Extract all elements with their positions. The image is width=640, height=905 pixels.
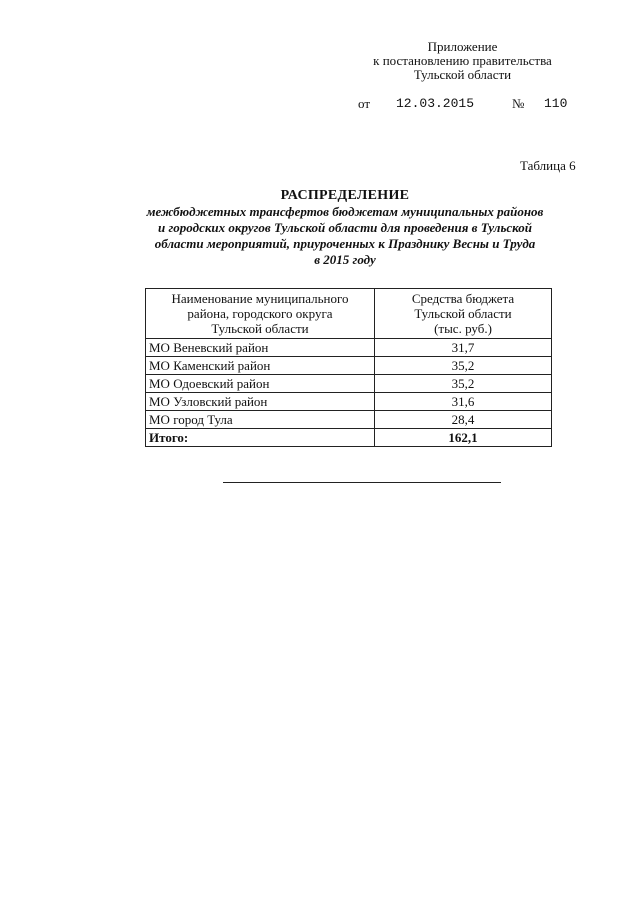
- table-total-row: [146, 429, 552, 447]
- header-municipality-line-2: района, городского округа: [187, 306, 333, 321]
- header-municipality-line-1: Наименование муниципального: [171, 291, 349, 306]
- appendix-header: [340, 40, 585, 82]
- appendix-line-1: Приложение: [427, 39, 498, 54]
- header-funds-line-3: (тыс. руб.): [434, 321, 492, 336]
- total-label: Итого:: [146, 429, 375, 447]
- header-municipality: [146, 289, 375, 339]
- row-name: МО Узловский район: [146, 393, 375, 411]
- row-name: МО город Тула: [146, 411, 375, 429]
- header-funds-line-1: Средства бюджета: [411, 291, 515, 306]
- title-line-1: межбюджетных трансфертов бюджетам муниципальных районов: [146, 204, 544, 219]
- document-number: 110: [544, 96, 568, 111]
- document-date: 12.03.2015: [396, 96, 475, 111]
- from-label: от: [358, 96, 371, 111]
- number-label: №: [512, 96, 525, 111]
- row-value: 31,7: [375, 339, 552, 357]
- distribution-table: [145, 288, 552, 447]
- total-value: 162,1: [375, 429, 552, 447]
- table-row: [146, 339, 552, 357]
- appendix-line-2: к постановлению правительства: [373, 53, 552, 68]
- row-name: МО Веневский район: [146, 339, 375, 357]
- table-row: [146, 411, 552, 429]
- header-funds: [375, 289, 552, 339]
- row-value: 35,2: [375, 375, 552, 393]
- row-name: МО Одоевский район: [146, 375, 375, 393]
- row-value: 28,4: [375, 411, 552, 429]
- title-main: РАСПРЕДЕЛЕНИЕ: [280, 188, 410, 203]
- row-name: МО Каменский район: [146, 357, 375, 375]
- table-number: Таблица 6: [520, 158, 576, 173]
- table-row: [146, 375, 552, 393]
- row-value: 35,2: [375, 357, 552, 375]
- header-funds-line-2: Тульской области: [414, 306, 512, 321]
- title-line-3: области мероприятий, приуроченных к Празднику Весны и Труда: [154, 236, 536, 251]
- table-row: [146, 357, 552, 375]
- document-reference: [358, 96, 588, 112]
- table-header-row: [146, 289, 552, 339]
- header-municipality-line-3: Тульской области: [211, 321, 309, 336]
- closing-divider: [223, 482, 501, 483]
- appendix-line-3: Тульской области: [413, 67, 512, 82]
- row-value: 31,6: [375, 393, 552, 411]
- table-row: [146, 393, 552, 411]
- document-title: [110, 188, 580, 268]
- title-line-4: в 2015 году: [314, 252, 376, 267]
- title-line-2: и городских округов Тульской области для проведения в Тульской: [158, 220, 532, 235]
